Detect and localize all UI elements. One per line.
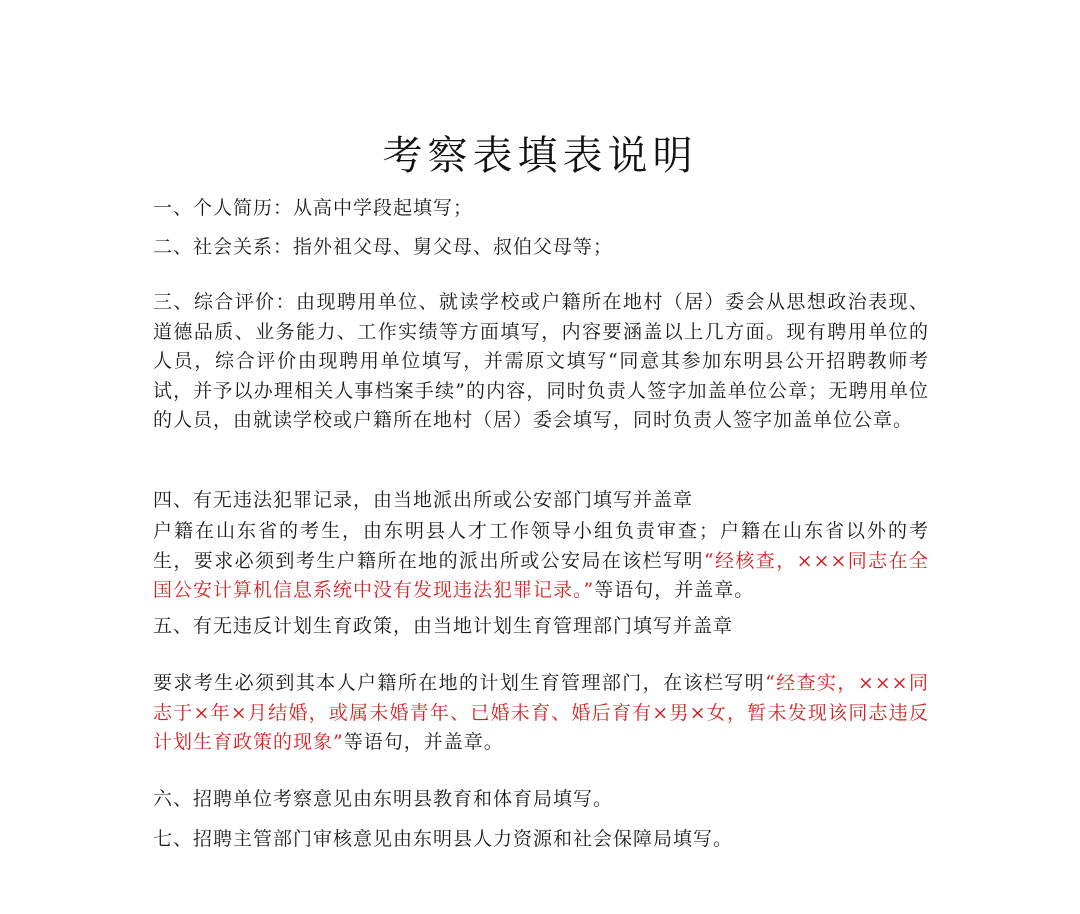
family-planning-text: 要求考生必须到其本人户籍所在地的计划生育管理部门，在该栏写明 bbox=[153, 672, 766, 694]
item-criminal-record-heading: 四、有无违法犯罪记录，由当地派出所或公安部门填写并盖章 bbox=[153, 489, 694, 511]
item-social-relations: 二、社会关系：指外祖父母、舅父母、叔伯父母等； bbox=[153, 236, 614, 258]
page-title: 考察表填表说明 bbox=[382, 133, 698, 179]
item-family-planning-body bbox=[153, 669, 929, 758]
criminal-record-text-end: 等语句，并盖章。 bbox=[594, 579, 755, 601]
criminal-record-text: 户籍在山东省的考生，由东明县人才工作领导小组负责审查；户籍在山东省以外的考生，要求必须到考生户籍所在地的派出所或公安局在该栏写明 bbox=[153, 520, 929, 572]
family-planning-text-end: 等语句，并盖章。 bbox=[343, 731, 504, 753]
item-criminal-record-body bbox=[153, 517, 929, 606]
family-planning-quote: “经查实，×××同志于×年×月结婚，或属未婚青年、已婚未育、婚后育有×男×女，暂未发现该同志违反计划生育政策的现象” bbox=[153, 672, 929, 753]
item-supervising-dept-opinion: 七、招聘主管部门审核意见由东明县人力资源和社会保障局填写。 bbox=[153, 828, 734, 850]
item-family-planning-heading: 五、有无违反计划生育政策，由当地计划生育管理部门填写并盖章 bbox=[153, 615, 734, 637]
item-comprehensive-evaluation: 三、综合评价：由现聘用单位、就读学校或户籍所在地村（居）委会从思想政治表现、道德品质、业务能力、工作实绩等方面填写，内容要涵盖以上几方面。现有聘用单位的人员，综合评价由现聘用单位填写，并需原文填写“同意其参加东明县公开招聘教师考试，并予以办理相关人事档案手续”的内容，同时负责人签字加盖单位公章；无聘用单位的人员，由就读学校或户籍所在地村（居）委会填写，同时负责人签字加盖单位公章。 bbox=[153, 291, 929, 431]
criminal-record-quote: “经核查，×××同志在全国公安计算机信息系统中没有发现违法犯罪记录。” bbox=[153, 549, 929, 601]
item-personal-resume: 一、个人简历：从高中学段起填写； bbox=[153, 197, 474, 219]
item-recruiting-unit-opinion: 六、招聘单位考察意见由东明县教育和体育局填写。 bbox=[153, 788, 614, 810]
